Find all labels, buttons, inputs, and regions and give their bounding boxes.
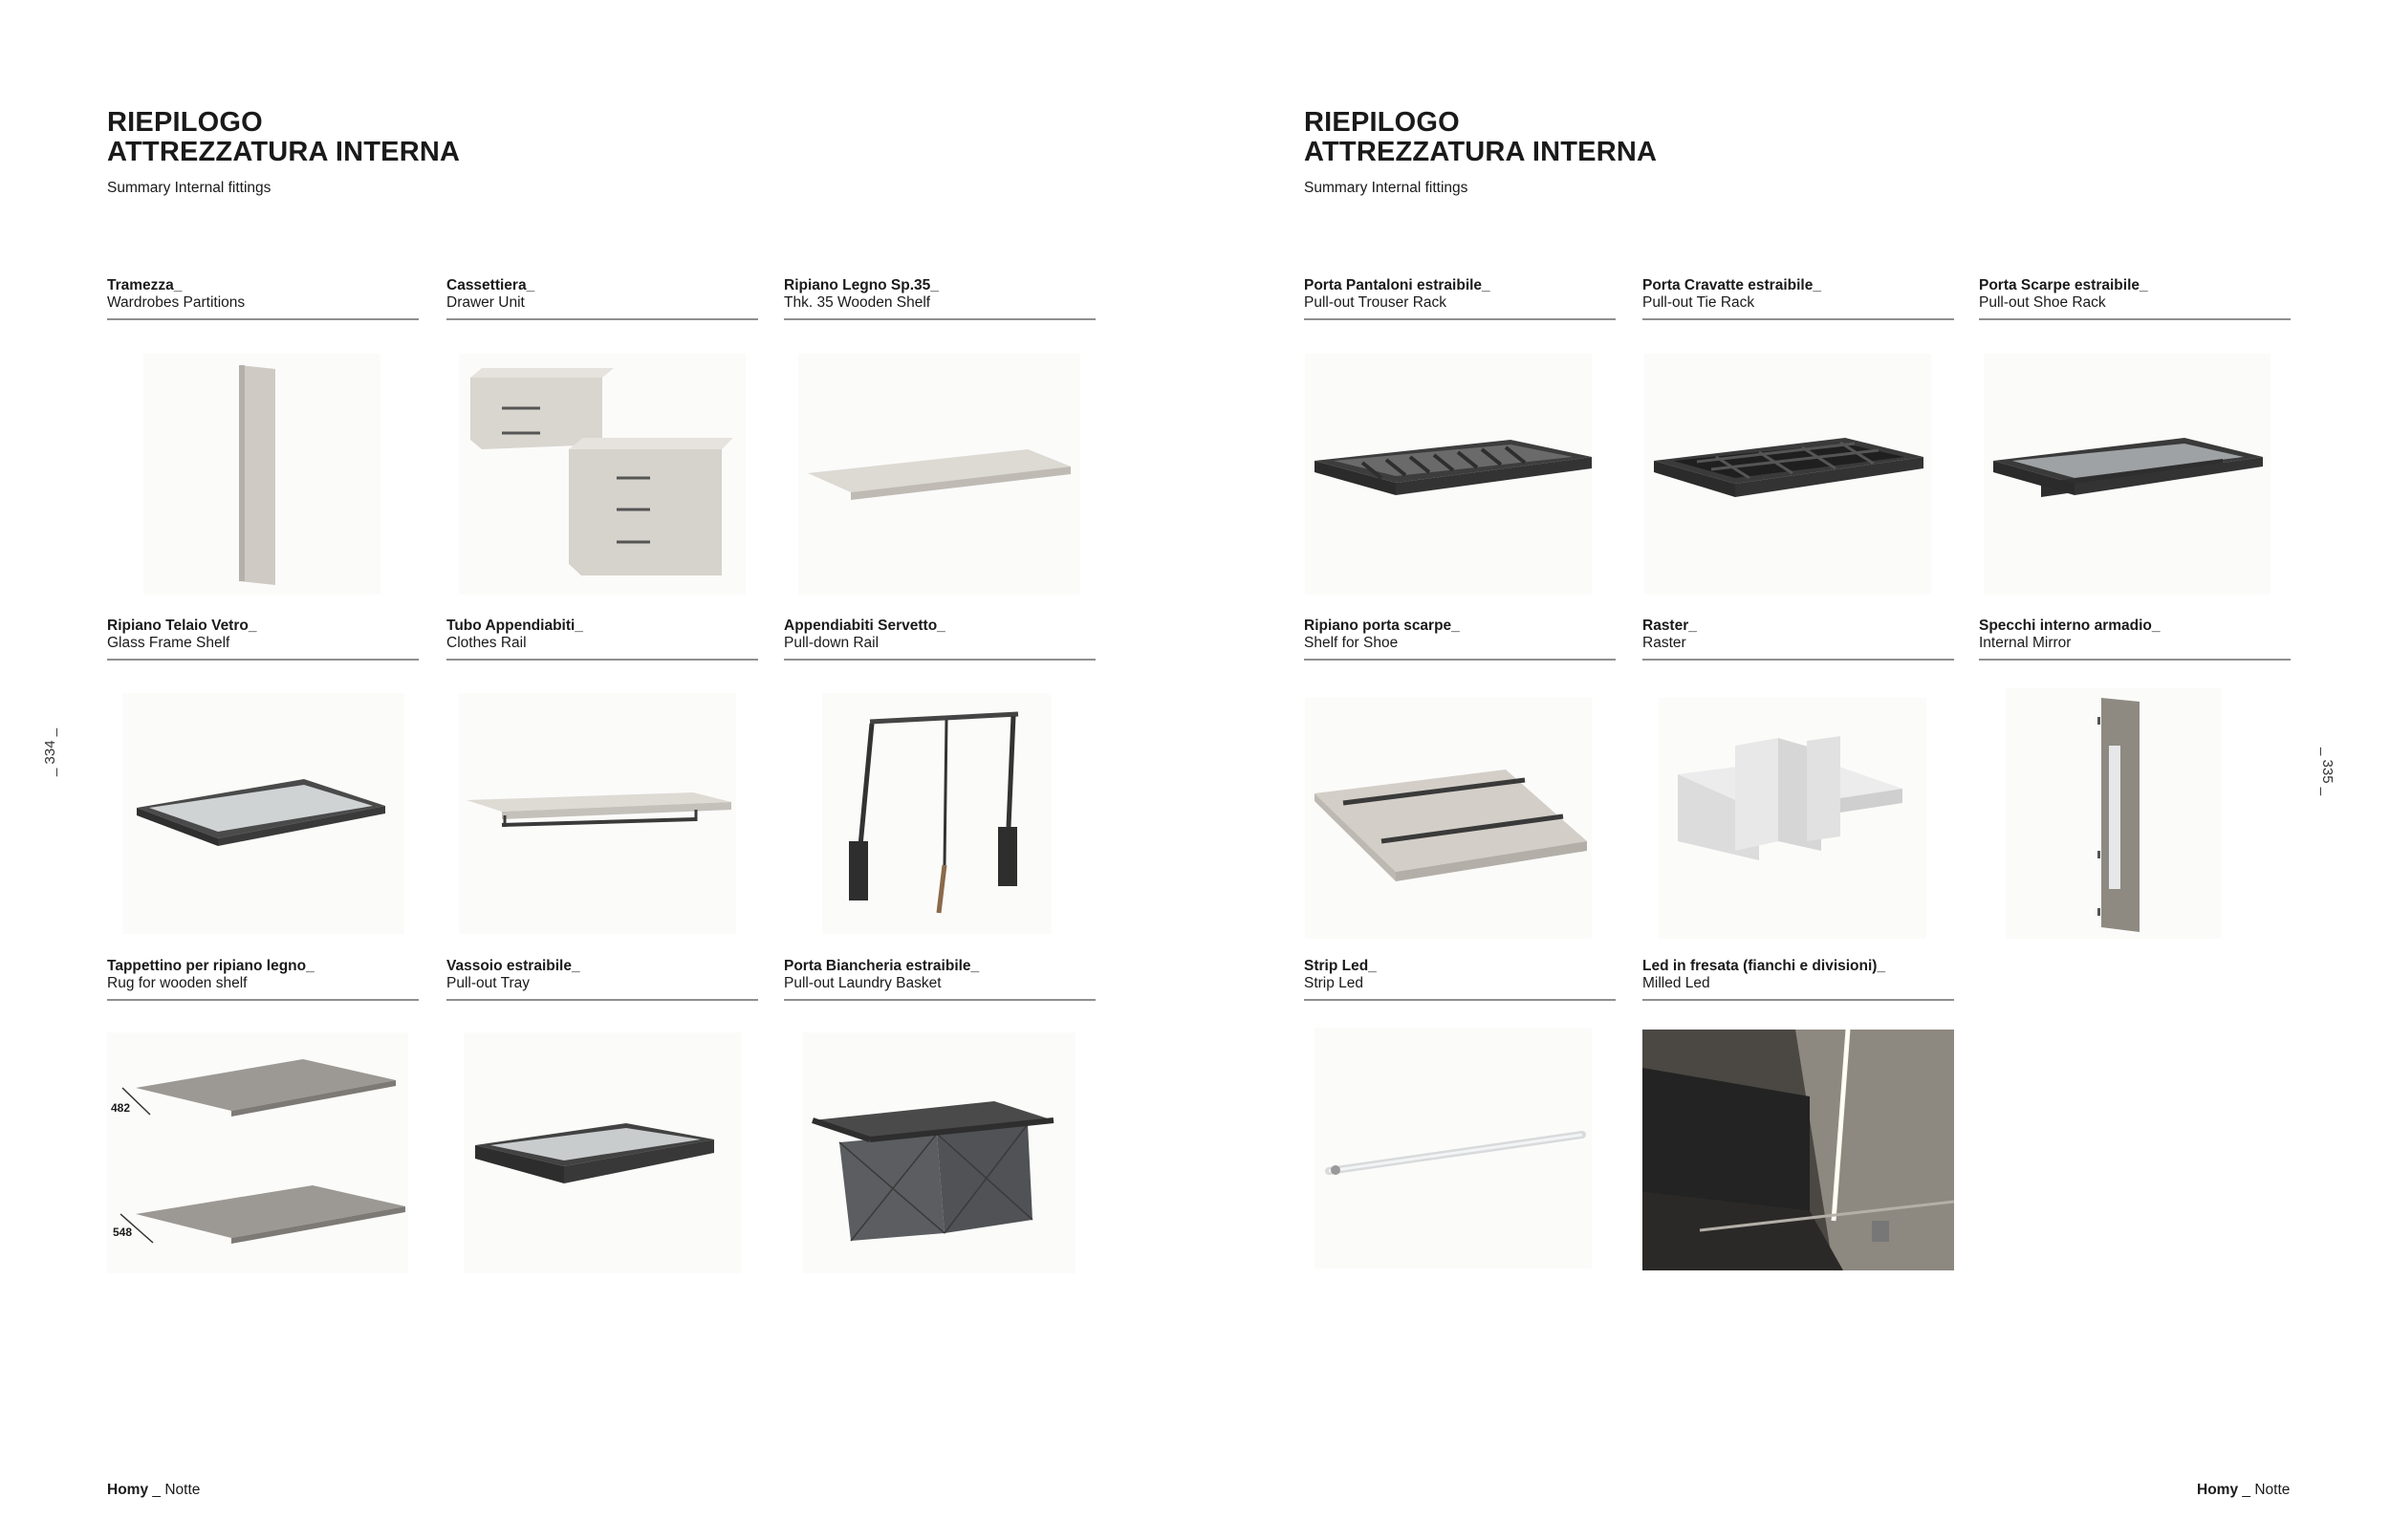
item-appendiabiti-servetto: Appendiabiti Servetto_ Pull-down Rail [784, 618, 1096, 661]
rug-dimension-548: 548 [113, 1225, 133, 1239]
page-title: RIEPILOGO ATTREZZATURA INTERNA [107, 107, 461, 167]
partition-image [143, 354, 380, 595]
page-number: _ 335 _ [2319, 748, 2336, 796]
shoe-shelf-image [1305, 698, 1592, 939]
glass-shelf-image [122, 693, 404, 934]
mirror-image [2006, 688, 2221, 939]
item-led-fresata: Led in fresata (fianchi e divisioni)_ Milled Led [1642, 958, 1954, 1001]
page-number: _ 334 _ [42, 727, 58, 776]
item-vassoio-estraibile: Vassoio estraibile_ Pull-out Tray [446, 958, 758, 1001]
item-specchi: Specchi interno armadio_ Internal Mirror [1979, 618, 2291, 661]
item-cassettiera: Cassettiera_ Drawer Unit [446, 277, 758, 320]
strip-led-image [1314, 1028, 1592, 1269]
pull-down-rail-image [822, 693, 1052, 934]
page-subtitle: Summary Internal fittings [107, 180, 272, 196]
item-raster: Raster_ Raster [1642, 618, 1954, 661]
wooden-shelf-image [798, 354, 1080, 595]
item-porta-scarpe: Porta Scarpe estraibile_ Pull-out Shoe Rack [1979, 277, 2291, 320]
footer: Homy _ Notte [107, 1482, 201, 1498]
item-tappettino: Tappettino per ripiano legno_ Rug for wooden shelf [107, 958, 419, 1001]
item-ripiano-telaio-vetro: Ripiano Telaio Vetro_ Glass Frame Shelf [107, 618, 419, 661]
item-porta-pantaloni: Porta Pantaloni estraibile_ Pull-out Trouser Rack [1304, 277, 1616, 320]
item-ripiano-porta-scarpe: Ripiano porta scarpe_ Shelf for Shoe [1304, 618, 1616, 661]
laundry-basket-image [803, 1032, 1076, 1273]
footer: Homy _ Notte [2197, 1482, 2291, 1498]
raster-image [1659, 698, 1926, 939]
page-subtitle: Summary Internal fittings [1304, 180, 1468, 196]
rug-dimension-482: 482 [111, 1101, 131, 1115]
page-title: RIEPILOGO ATTREZZATURA INTERNA [1304, 107, 1658, 167]
shoe-rack-image [1984, 354, 2270, 595]
drawer-unit-image [459, 354, 746, 595]
item-porta-cravatte: Porta Cravatte estraibile_ Pull-out Tie Rack [1642, 277, 1954, 320]
milled-led-photo [1642, 1030, 1954, 1270]
item-tramezza: Tramezza_ Wardrobes Partitions [107, 277, 419, 320]
pull-out-tray-image [464, 1032, 741, 1273]
rug-image [107, 1032, 408, 1273]
item-ripiano-legno: Ripiano Legno Sp.35_ Thk. 35 Wooden Shelf [784, 277, 1096, 320]
item-porta-biancheria: Porta Biancheria estraibile_ Pull-out Laundry Basket [784, 958, 1096, 1001]
tie-rack-image [1644, 354, 1931, 595]
clothes-rail-image [459, 693, 736, 934]
right-page [1195, 0, 2390, 1540]
trouser-rack-image [1305, 354, 1592, 595]
item-tubo-appendiabiti: Tubo Appendiabiti_ Clothes Rail [446, 618, 758, 661]
item-strip-led: Strip Led_ Strip Led [1304, 958, 1616, 1001]
